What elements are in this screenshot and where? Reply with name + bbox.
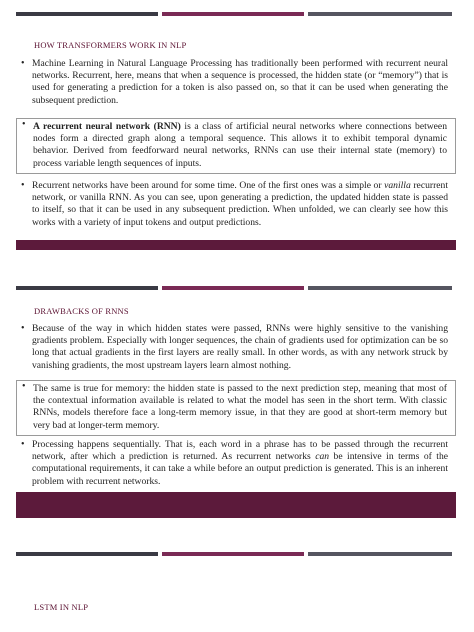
slide3-title: LSTM IN NLP: [34, 602, 89, 612]
bullet-text: recurrent network, or vanilla RNN. As you can see, upon generating a prediction, the updated hidden state is passed to itself, so that it can be used in any subsequent prediction. When unfolded, we can clearly see how this works with a variety of input tokens and output predictions.: [32, 180, 448, 228]
slide2-top-bar: [16, 286, 456, 290]
bullet-text-start: Processing happens sequentially. That is, each word in a phrase has to be passed through the recurrent network, after which a prediction is returned. As recurrent networks: [32, 439, 448, 463]
top-bar-segment: [308, 12, 452, 16]
bullet-text-start: Recurrent networks have been around for some time. One of the first ones was a simple or: [32, 180, 385, 191]
top-bar-segment: [162, 552, 304, 556]
slide1-bullet-1: [16, 58, 456, 107]
slide1-top-bar: [16, 12, 456, 16]
bullet-text: Machine Learning in Natural Language Processing has traditionally been performed with recurrent neural networks. Recurrent, here, means that when a sequence is processed, the hidden state (or “memory”) that is used for generating a prediction for a token is also passed on, so that it can be used when generating the subsequent prediction.: [32, 58, 448, 106]
bullet-text: is a class of artificial neural networks where connections between nodes form a directed graph along a temporal sequence. This allows it to exhibit temporal dynamic behavior. Derived from feedforward neural networks, RNNs can use their internal state (memory) to process variable length sequences of inputs.: [33, 121, 447, 169]
slide2-title: DRAWBACKS OF RNNS: [34, 306, 129, 316]
slide1-bottom-bar: [16, 240, 456, 250]
top-bar-segment: [162, 286, 304, 290]
top-bar-segment: [162, 12, 304, 16]
slide2-bullet-2: [16, 380, 456, 436]
bullet-text: Because of the way in which hidden states were passed, RNNs were highly sensitive to the vanishing gradients problem. Especially with longer sequences, the chain of gradients used for optimization can be so long that actual gradients in the first layers are really small. In other words, as with any network struck by vanishing gradients, the most upstream layers learn almost nothing.: [32, 323, 448, 371]
slide1-bullet-2: [16, 118, 456, 174]
bullet-bold-term: A recurrent neural network (RNN): [33, 121, 181, 132]
slide2-bullet-1: [16, 323, 456, 372]
slide3-top-bar: [16, 552, 456, 556]
bullet-text: be intensive in terms of the computational requirements, it can take a while before an output prediction is generated. This is an inherent problem with recurrent networks.: [32, 451, 448, 487]
slide1-title: HOW TRANSFORMERS WORK IN NLP: [34, 40, 187, 50]
top-bar-segment: [16, 12, 158, 16]
bullet-italic-term: vanilla: [384, 180, 411, 191]
slide2-bullet-3: [16, 439, 456, 488]
bullet-text: The same is true for memory: the hidden state is passed to the next prediction step, meaning that most of the contextual information available is related to what the model has seen in the short term. With classic RNNs, models therefore face a long-term memory issue, in that they are good at short-term memory but very bad at longer-term memory.: [33, 383, 447, 431]
top-bar-segment: [308, 286, 452, 290]
top-bar-segment: [16, 286, 158, 290]
top-bar-segment: [16, 552, 158, 556]
slide2-bottom-bar: [16, 492, 456, 518]
bullet-italic-term: can: [315, 451, 330, 463]
top-bar-segment: [308, 552, 452, 556]
slide1-bullet-3: [16, 180, 456, 229]
